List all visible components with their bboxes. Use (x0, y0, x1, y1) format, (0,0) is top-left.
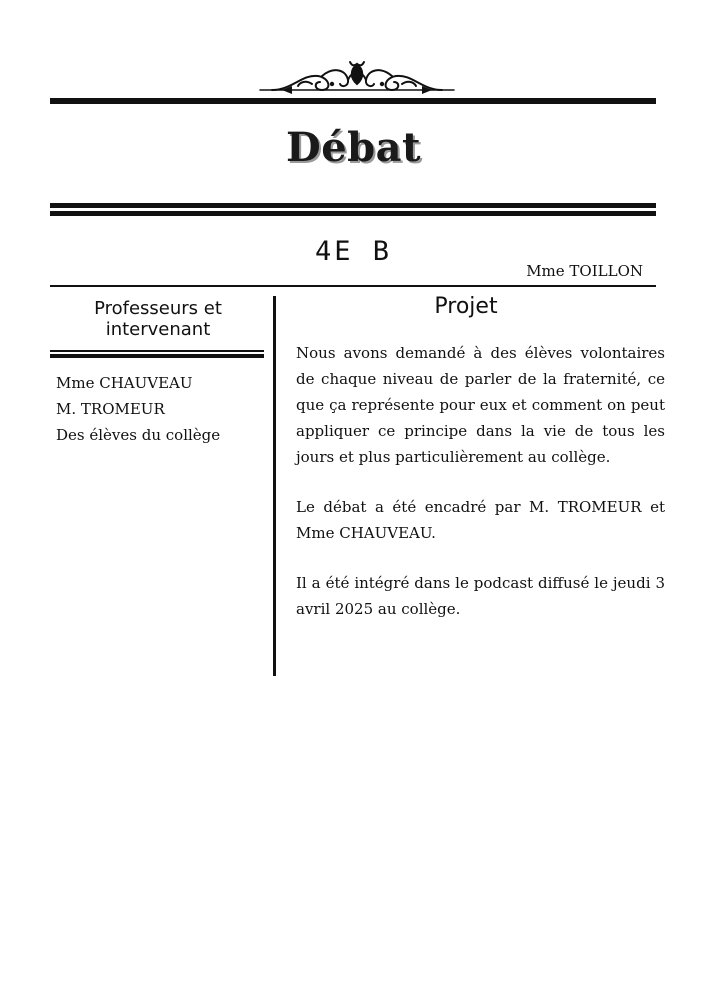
project-paragraph: Il a été intégré dans le podcast diffusé le jeudi 3 avril 2025 au collège. (296, 574, 665, 618)
project-paragraph: Le débat a été encadré par M. TROMEUR et Mme CHAUVEAU. (296, 498, 665, 542)
list-item: Des élèves du collège (56, 426, 221, 444)
project-paragraph: Nous avons demandé à des élèves volontaires de chaque niveau de parler de la fraternité, ce que ça représente pour eux et comment on peut appliquer ce principe dans la vie de tous les jours et plus particulièrement au collège. (296, 344, 665, 466)
page-title: Débat (286, 124, 421, 171)
sidebar-heading: Professeurs et intervenant (94, 298, 222, 340)
header-double-rule-top (50, 203, 656, 208)
project-body (296, 340, 665, 646)
header-double-rule-bottom (50, 211, 656, 216)
column-divider (273, 296, 276, 676)
list-item: M. TROMEUR (56, 400, 165, 418)
sidebar-rule-top (50, 350, 264, 352)
teacher-name: Mme TOILLON (526, 262, 643, 280)
class-name: 4E B (314, 236, 393, 267)
sidebar-rule-bottom (50, 354, 264, 358)
list-item: Mme CHAUVEAU (56, 374, 193, 392)
project-heading: Projet (434, 294, 498, 319)
sidebar-people-list (56, 370, 220, 448)
header-top-rule (50, 98, 656, 104)
flourish-ornament-icon (252, 56, 462, 98)
section-divider (50, 285, 656, 287)
